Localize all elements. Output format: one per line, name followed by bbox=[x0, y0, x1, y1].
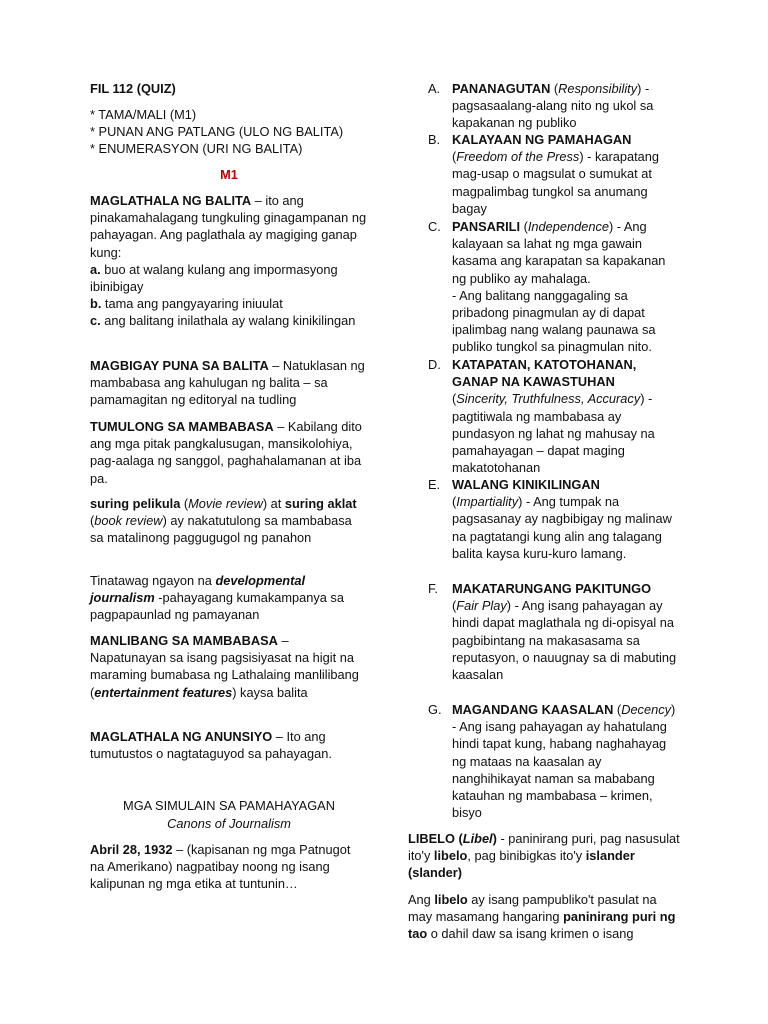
term: TUMULONG SA MAMBABASA bbox=[90, 419, 274, 434]
term: MAGLATHALA NG ANUNSIYO bbox=[90, 729, 273, 744]
paragraph: MAGLATHALA NG BALITA – ito ang pinakamahalagang tungkuling ginagampanan ng pahayagan. Ang paglathala ay magiging ganap kung: a. buo at walang kulang ang impormasyong ibinibigay b. tama ang pangyayaring iniuulat c. ang balitang inilathala ay walang kinikilingan bbox=[90, 193, 367, 329]
paragraph: MANLIBANG SA MAMBABASA – Napatunayan sa isang pagsisiyasat na higit na maraming bumabasa ng Lathalaing manlilibang (entertainment features) kaysa balita bbox=[90, 633, 359, 700]
canon-item-g: G. MAGANDANG KAASALAN (Decency) - Ang isang pahayagan ay hahatulang hindi tapat kung, habang naghahayag ng mataas na kaasalan ay nanghihikayat naman sa mababang katauhan ng mambabasa – krimen, bisyo bbox=[428, 702, 676, 821]
section-heading: MGA SIMULAIN SA PAMAHAYAGAN bbox=[123, 798, 335, 813]
section-subheading: Canons of Journalism bbox=[167, 816, 291, 831]
quiz-item: * TAMA/MALI (M1) bbox=[90, 107, 197, 122]
canon-item-e: E. WALANG KINIKILINGAN (Impartiality) - Ang tumpak na pagsasanay ay nagbibigay ng malinaw na pagtatangi kung alin ang talagang balita kaysa kuru-kuro lamang. bbox=[428, 477, 672, 561]
paragraph: Abril 28, 1932 – (kapisanan ng mga Patnugot na Amerikano) nagpatibay noong ng isang kalipunan ng mga etika at tuntunin… bbox=[90, 842, 351, 892]
quiz-title: FIL 112 (QUIZ) bbox=[90, 81, 176, 96]
canon-item-c: C. PANSARILI (Independence) - Ang kalayaan sa lahat ng mga gawain kasama ang karapatan sa kapakanan ng publiko ay mahalaga. - Ang balitang nanggagaling sa pribadong pinagmulan ay di dapat ipalimbag nang walang paunawa sa publiko tungkol sa pinagmulan nito. bbox=[428, 219, 666, 355]
paragraph: TUMULONG SA MAMBABASA – Kabilang dito ang mga pitak pangkalusugan, mansikolohiya, pag-aalaga ng sanggol, paghahalamanan at iba pa. bbox=[90, 419, 362, 486]
canon-item-d: D. KATAPATAN, KATOTOHANAN, GANAP NA KAWASTUHAN (Sincerity, Truthfulness, Accuracy) - pagtitiwala ng mambabasa ay pundasyon ng lahat ng mahusay na pamahayagan – dapat maging makatotohanan bbox=[428, 357, 655, 476]
quiz-item: * ENUMERASYON (URI NG BALITA) bbox=[90, 141, 303, 156]
term: MANLIBANG SA MAMBABASA bbox=[90, 633, 278, 648]
term: Abril 28, 1932 bbox=[90, 842, 173, 857]
paragraph: MAGBIGAY PUNA SA BALITA – Natuklasan ng mambabasa ang kahulugan ng balita – sa pamamagitan ng editoryal na tudling bbox=[90, 358, 365, 408]
term: MAGBIGAY PUNA SA BALITA bbox=[90, 358, 269, 373]
paragraph: Tinatawag ngayon na developmental journalism -pahayagang kumakampanya sa pagpapaunlad ng pamayanan bbox=[90, 573, 344, 623]
quiz-item: * PUNAN ANG PATLANG (ULO NG BALITA) bbox=[90, 124, 344, 139]
paragraph: suring pelikula (Movie review) at suring aklat (book review) ay nakatutulong sa mambabasa sa matalinong paggugugol ng panahon bbox=[90, 496, 357, 546]
canon-item-a: A. PANANAGUTAN (Responsibility) - pagsasaalang-alang nito ng ukol sa kapakanan ng publiko bbox=[428, 81, 654, 131]
canon-item-b: B. KALAYAAN NG PAMAHAGAN (Freedom of the Press) - karapatang mag-usap o magsulat o sumukat at magpalimbag tungkol sa anumang bagay bbox=[428, 132, 659, 216]
paragraph: MAGLATHALA NG ANUNSIYO – Ito ang tumutustos o nagtataguyod sa pahayagan. bbox=[90, 729, 332, 762]
canon-item-f: F. MAKATARUNGANG PAKITUNGO (Fair Play) - Ang isang pahayagan ay hindi dapat maglathala ng di-opisyal na pagbibintang na makasasama sa reputasyon, o nauugnay sa di mabuting kaasalan bbox=[428, 581, 677, 683]
paragraph-libelo: LIBELO (Libel) - paninirang puri, pag nasusulat ito'y libelo, pag binibigkas ito'y islander (slander) bbox=[408, 831, 680, 881]
term: MAGLATHALA NG BALITA bbox=[90, 193, 252, 208]
section-label: M1 bbox=[220, 167, 238, 182]
paragraph-libelo-def: Ang libelo ay isang pampubliko't pasulat na may masamang hangaring paninirang puri ng tao o dahil daw sa isang krimen o isang bbox=[408, 892, 676, 942]
